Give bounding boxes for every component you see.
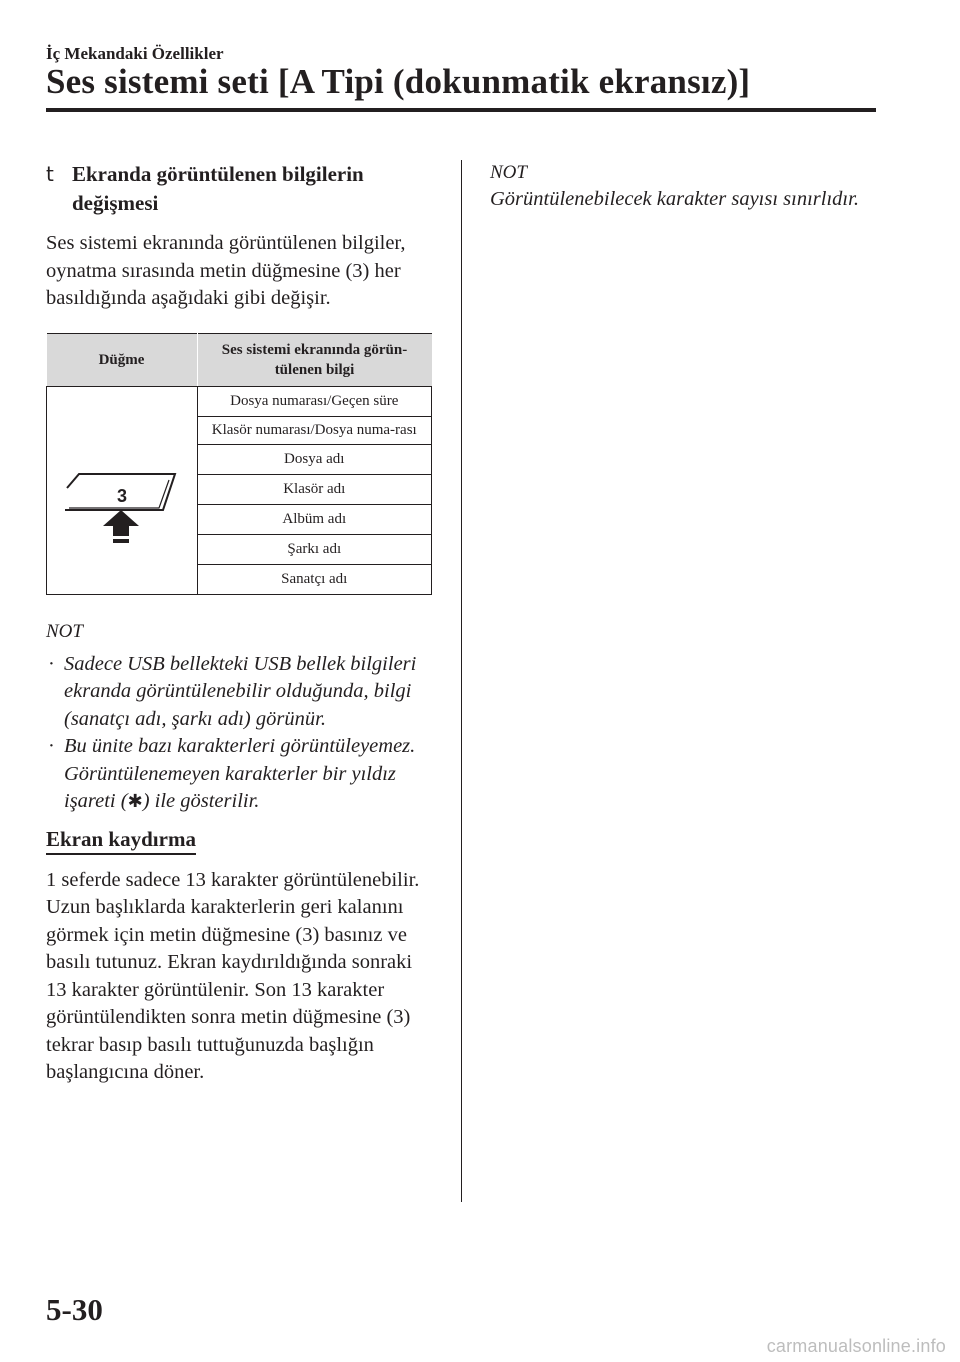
table-cell: Dosya adı [197,444,432,474]
info-table [46,333,432,595]
table-cell: Şarkı adı [197,534,432,564]
note-label: NOT [46,620,83,642]
page-number: 5-30 [46,1292,103,1327]
section-label: İç Mekandaki Özellikler [46,44,224,63]
note-label: NOT [490,162,527,183]
watermark: carmanualsonline.info [766,1336,946,1356]
text-button-icon [51,402,193,572]
page-title: Ses sistemi seti [A Tipi (dokunmatik ekransız)] [46,62,751,101]
note-item [46,733,432,816]
subheading-text: Ekranda görüntülenen bilgilerin değişmesi [72,162,364,215]
table-cell: Dosya numarası/Geçen süre [197,386,432,416]
table-cell: Albüm adı [197,504,432,534]
table-row [47,386,432,416]
section-body: 1 seferde sadece 13 karakter görüntülenebilir. Uzun başlıklarda karakterlerin geri kalanını görmek için metin düğmesine (3) basınız ve basılı tutunuz. Ekran kaydırıldığında sonraki 13 karakter görüntülenir. Son 13 karakter görüntülendikten sonra metin düğmesine (3) tekrar basıp basılı tuttuğunuzda başlığın başlangıcına döner. [46,868,420,1083]
subheading [46,160,432,218]
note-text-after: ) ile gösterilir. [142,790,260,812]
subheading-bullet: t [46,162,54,186]
table-header-row [47,333,432,386]
table-header-button: Düğme [47,333,198,386]
button-number: 3 [116,486,127,506]
title-rule [46,108,876,112]
asterisk-icon: ✱ [127,791,143,812]
table-cell: Sanatçı adı [197,564,432,594]
note-item [46,651,432,734]
note-text: Sadece USB bellekteki USB bellek bilgileri ekranda görüntülenebilir olduğunda, bilgi (sanatçı adı, şarkı adı) görünür. [64,652,417,730]
button-illustration-cell [47,386,198,594]
note-bullet: · [48,652,55,675]
intro-paragraph: Ses sistemi ekranında görüntülenen bilgiler, oynatma sırasında metin düğmesine (3) her basıldığında aşağıdaki gibi değişir. [46,232,406,309]
note-bullet: · [48,735,55,757]
left-column [46,160,432,1087]
table-header-info: Ses sistemi ekranında görün-tülenen bilgi [197,333,432,386]
section-heading: Ekran kaydırma [46,826,196,855]
column-divider [461,160,462,1202]
note-list [46,651,432,816]
note-text: Görüntülenebilecek karakter sayısı sınırlıdır. [490,188,859,210]
table-cell: Klasör adı [197,474,432,504]
table-cell: Klasör numarası/Dosya numa-rası [197,416,432,444]
right-column [490,160,876,214]
note-text-before: Bu ünite bazı karakterleri görüntüleyemez. Görüntülenemeyen karakterler bir yıldız işareti ( [64,735,416,812]
